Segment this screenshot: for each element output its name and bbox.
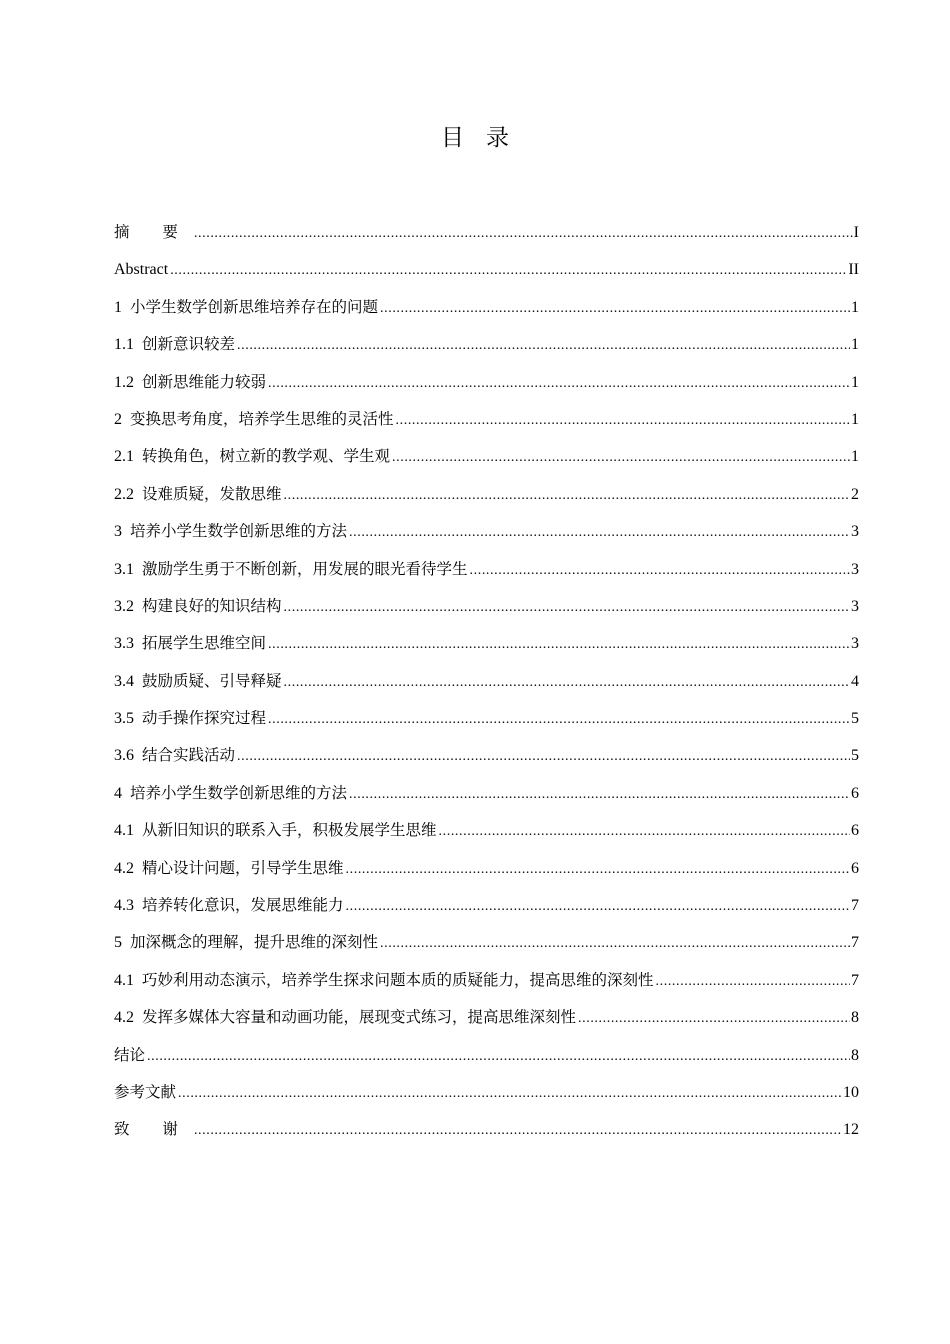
toc-entry-title: 参考文献 (114, 1082, 177, 1101)
toc-entry[interactable] (114, 591, 859, 628)
toc-dot-leader (194, 219, 853, 249)
toc-entry[interactable] (114, 815, 859, 852)
toc-dot-leader (194, 1116, 842, 1146)
toc-entry-title: 发挥多媒体大容量和动画功能，展现变式练习，提高思维深刻性 (142, 1008, 577, 1027)
toc-entry-title: 激励学生勇于不断创新，用发展的眼光看待学生 (142, 559, 468, 578)
toc-entry-title: 转换角色，树立新的教学观、学生观 (142, 447, 391, 466)
toc-dot-leader (396, 406, 850, 436)
toc-entry-label (114, 254, 168, 285)
toc-entry-label (114, 516, 347, 547)
toc-section-number: 3 (114, 523, 122, 541)
toc-entry-title: 构建良好的知识结构 (142, 596, 282, 615)
toc-entry[interactable] (114, 404, 859, 441)
toc-page-number: 2 (851, 485, 859, 503)
toc-page-number: 3 (851, 635, 859, 653)
toc-entry-title: 精心设计问题，引导学生思维 (142, 858, 344, 877)
toc-entry[interactable] (114, 666, 859, 703)
toc-dot-leader (147, 1042, 850, 1072)
toc-entry[interactable] (114, 1002, 859, 1039)
toc-section-number: 4.2 (114, 1009, 134, 1027)
toc-section-number: 4.3 (114, 897, 134, 915)
toc-entry[interactable] (114, 1040, 859, 1077)
toc-entry-title: 致 谢 (114, 1120, 192, 1139)
toc-page-number: 6 (851, 822, 859, 840)
toc-dot-leader (268, 705, 850, 735)
toc-entry-title: 结合实践活动 (142, 746, 236, 765)
toc-page-number: 3 (851, 597, 859, 615)
toc-entry-title: 变换思考角度，培养学生思维的灵活性 (130, 409, 394, 428)
toc-page-number: 5 (851, 747, 859, 765)
toc-section-number: 4.2 (114, 859, 134, 877)
toc-page-number: 4 (851, 672, 859, 690)
toc-entry-title: 创新思维能力较弱 (142, 372, 267, 391)
toc-section-number: 1.2 (114, 373, 134, 391)
toc-entry-title: 加深概念的理解，提升思维的深刻性 (130, 933, 379, 952)
toc-entry[interactable] (114, 479, 859, 516)
toc-page-number: 6 (851, 859, 859, 877)
toc-entry[interactable] (114, 890, 859, 927)
toc-section-number: 1 (114, 298, 122, 316)
toc-dot-leader (380, 929, 850, 959)
toc-entry[interactable] (114, 217, 859, 254)
toc-entry-title: 拓展学生思维空间 (142, 634, 267, 653)
toc-dot-leader (439, 817, 850, 847)
toc-page-number: I (853, 224, 859, 241)
toc-entry[interactable] (114, 778, 859, 815)
toc-entry-label (114, 329, 235, 360)
toc-entry[interactable] (114, 853, 859, 890)
toc-dot-leader (284, 593, 850, 623)
toc-section-number: 4.1 (114, 822, 134, 840)
toc-entry-title: 培养小学生数学创新思维的方法 (130, 522, 348, 541)
toc-entry-label (114, 367, 266, 398)
toc-entry[interactable] (114, 927, 859, 964)
toc-entry[interactable] (114, 554, 859, 591)
toc-section-number: 1.1 (114, 336, 134, 354)
toc-dot-leader (346, 855, 850, 885)
toc-section-number: 4 (114, 784, 122, 802)
toc-dot-leader (380, 294, 850, 324)
toc-dot-leader (392, 443, 850, 473)
toc-entry-label (114, 890, 344, 921)
toc-page-number: 8 (851, 1046, 859, 1064)
toc-entry-title: 培养小学生数学创新思维的方法 (130, 783, 348, 802)
toc-entry-title: 创新意识较差 (142, 335, 236, 354)
toc-page-number: 6 (851, 784, 859, 802)
toc-entry-title: 设难质疑，发散思维 (142, 484, 282, 503)
toc-page-number: 12 (843, 1121, 859, 1139)
toc-entry[interactable] (114, 254, 859, 291)
toc-page-number: 3 (851, 560, 859, 578)
toc-entry-label (114, 217, 192, 247)
toc-page-number: 10 (843, 1083, 859, 1101)
toc-entry-label (114, 778, 347, 809)
toc-page-number: 3 (851, 523, 859, 541)
toc-entry-label (114, 1114, 192, 1144)
toc-entry-title: 结论 (114, 1045, 146, 1064)
toc-page-number: 8 (851, 1009, 859, 1027)
toc-dot-leader (284, 668, 850, 698)
toc-entry-title: Abstract (114, 261, 169, 279)
toc-dot-leader (656, 967, 850, 997)
toc-entry[interactable] (114, 329, 859, 366)
toc-entry-label (114, 404, 394, 435)
toc-page-number: 7 (851, 897, 859, 915)
toc-entry-label (114, 666, 282, 697)
toc-entry[interactable] (114, 965, 859, 1002)
toc-dot-leader (268, 369, 850, 399)
toc-entry-title: 培养转化意识，发展思维能力 (142, 896, 344, 915)
toc-entry[interactable] (114, 441, 859, 478)
toc-entry[interactable] (114, 292, 859, 329)
toc-entry[interactable] (114, 516, 859, 553)
toc-dot-leader (470, 556, 850, 586)
toc-page-number: 1 (851, 298, 859, 316)
toc-page-number: 5 (851, 710, 859, 728)
toc-entry-label (114, 927, 378, 958)
toc-entry-label (114, 591, 282, 622)
toc-entry[interactable] (114, 1114, 859, 1151)
toc-section-number: 2.1 (114, 448, 134, 466)
toc-section-number: 2.2 (114, 485, 134, 503)
toc-entry-label (114, 441, 390, 472)
toc-entry-label (114, 628, 266, 659)
toc-dot-leader (178, 1079, 842, 1109)
toc-entry-label (114, 1002, 576, 1033)
toc-entry[interactable] (114, 703, 859, 740)
toc-page-number: 7 (851, 934, 859, 952)
toc-section-number: 3.2 (114, 597, 134, 615)
toc-entry-label (114, 554, 468, 585)
toc-dot-leader (578, 1004, 850, 1034)
toc-dot-leader (170, 256, 847, 286)
toc-entry-label (114, 1040, 145, 1070)
toc-entry-label (114, 1077, 176, 1107)
toc-page-number: 7 (851, 971, 859, 989)
toc-entry-title: 鼓励质疑、引导释疑 (142, 671, 282, 690)
toc-entry-label (114, 853, 344, 884)
toc-entry[interactable] (114, 1077, 859, 1114)
toc-section-number: 3.6 (114, 747, 134, 765)
toc-dot-leader (284, 481, 850, 511)
toc-entry[interactable] (114, 740, 859, 777)
toc-dot-leader (349, 518, 850, 548)
toc-dot-leader (237, 331, 850, 361)
toc-entry-label (114, 740, 235, 771)
toc-page-number: 1 (851, 448, 859, 466)
toc-section-number: 3.1 (114, 560, 134, 578)
toc-section-number: 3.3 (114, 635, 134, 653)
toc-entry-label (114, 479, 282, 510)
toc-entry-label (114, 965, 654, 996)
toc-entry-label (114, 703, 266, 734)
toc-entry-title: 动手操作探究过程 (142, 709, 267, 728)
toc-dot-leader (268, 630, 850, 660)
toc-page-number: 1 (851, 336, 859, 354)
toc-page-number: 1 (851, 410, 859, 428)
toc-entry-title: 巧妙利用动态演示，培养学生探求问题本质的质疑能力，提高思维的深刻性 (142, 970, 654, 989)
table-of-contents (114, 217, 859, 1152)
toc-dot-leader (346, 892, 850, 922)
toc-section-number: 5 (114, 934, 122, 952)
toc-entry-label (114, 292, 378, 323)
toc-entry[interactable] (114, 628, 859, 665)
toc-entry-title: 摘 要 (114, 223, 192, 241)
toc-section-number: 4.1 (114, 971, 134, 989)
toc-section-number: 3.4 (114, 672, 134, 690)
toc-dot-leader (349, 780, 850, 810)
page-title: 目录 (441, 125, 531, 151)
toc-page-number: 1 (851, 373, 859, 391)
toc-section-number: 2 (114, 410, 122, 428)
toc-entry[interactable] (114, 367, 859, 404)
toc-entry-label (114, 815, 437, 846)
toc-entry-title: 小学生数学创新思维培养存在的问题 (130, 297, 379, 316)
toc-dot-leader (237, 742, 850, 772)
toc-entry-title: 从新旧知识的联系入手，积极发展学生思维 (142, 821, 437, 840)
toc-section-number: 3.5 (114, 710, 134, 728)
toc-page-number: II (848, 261, 859, 279)
